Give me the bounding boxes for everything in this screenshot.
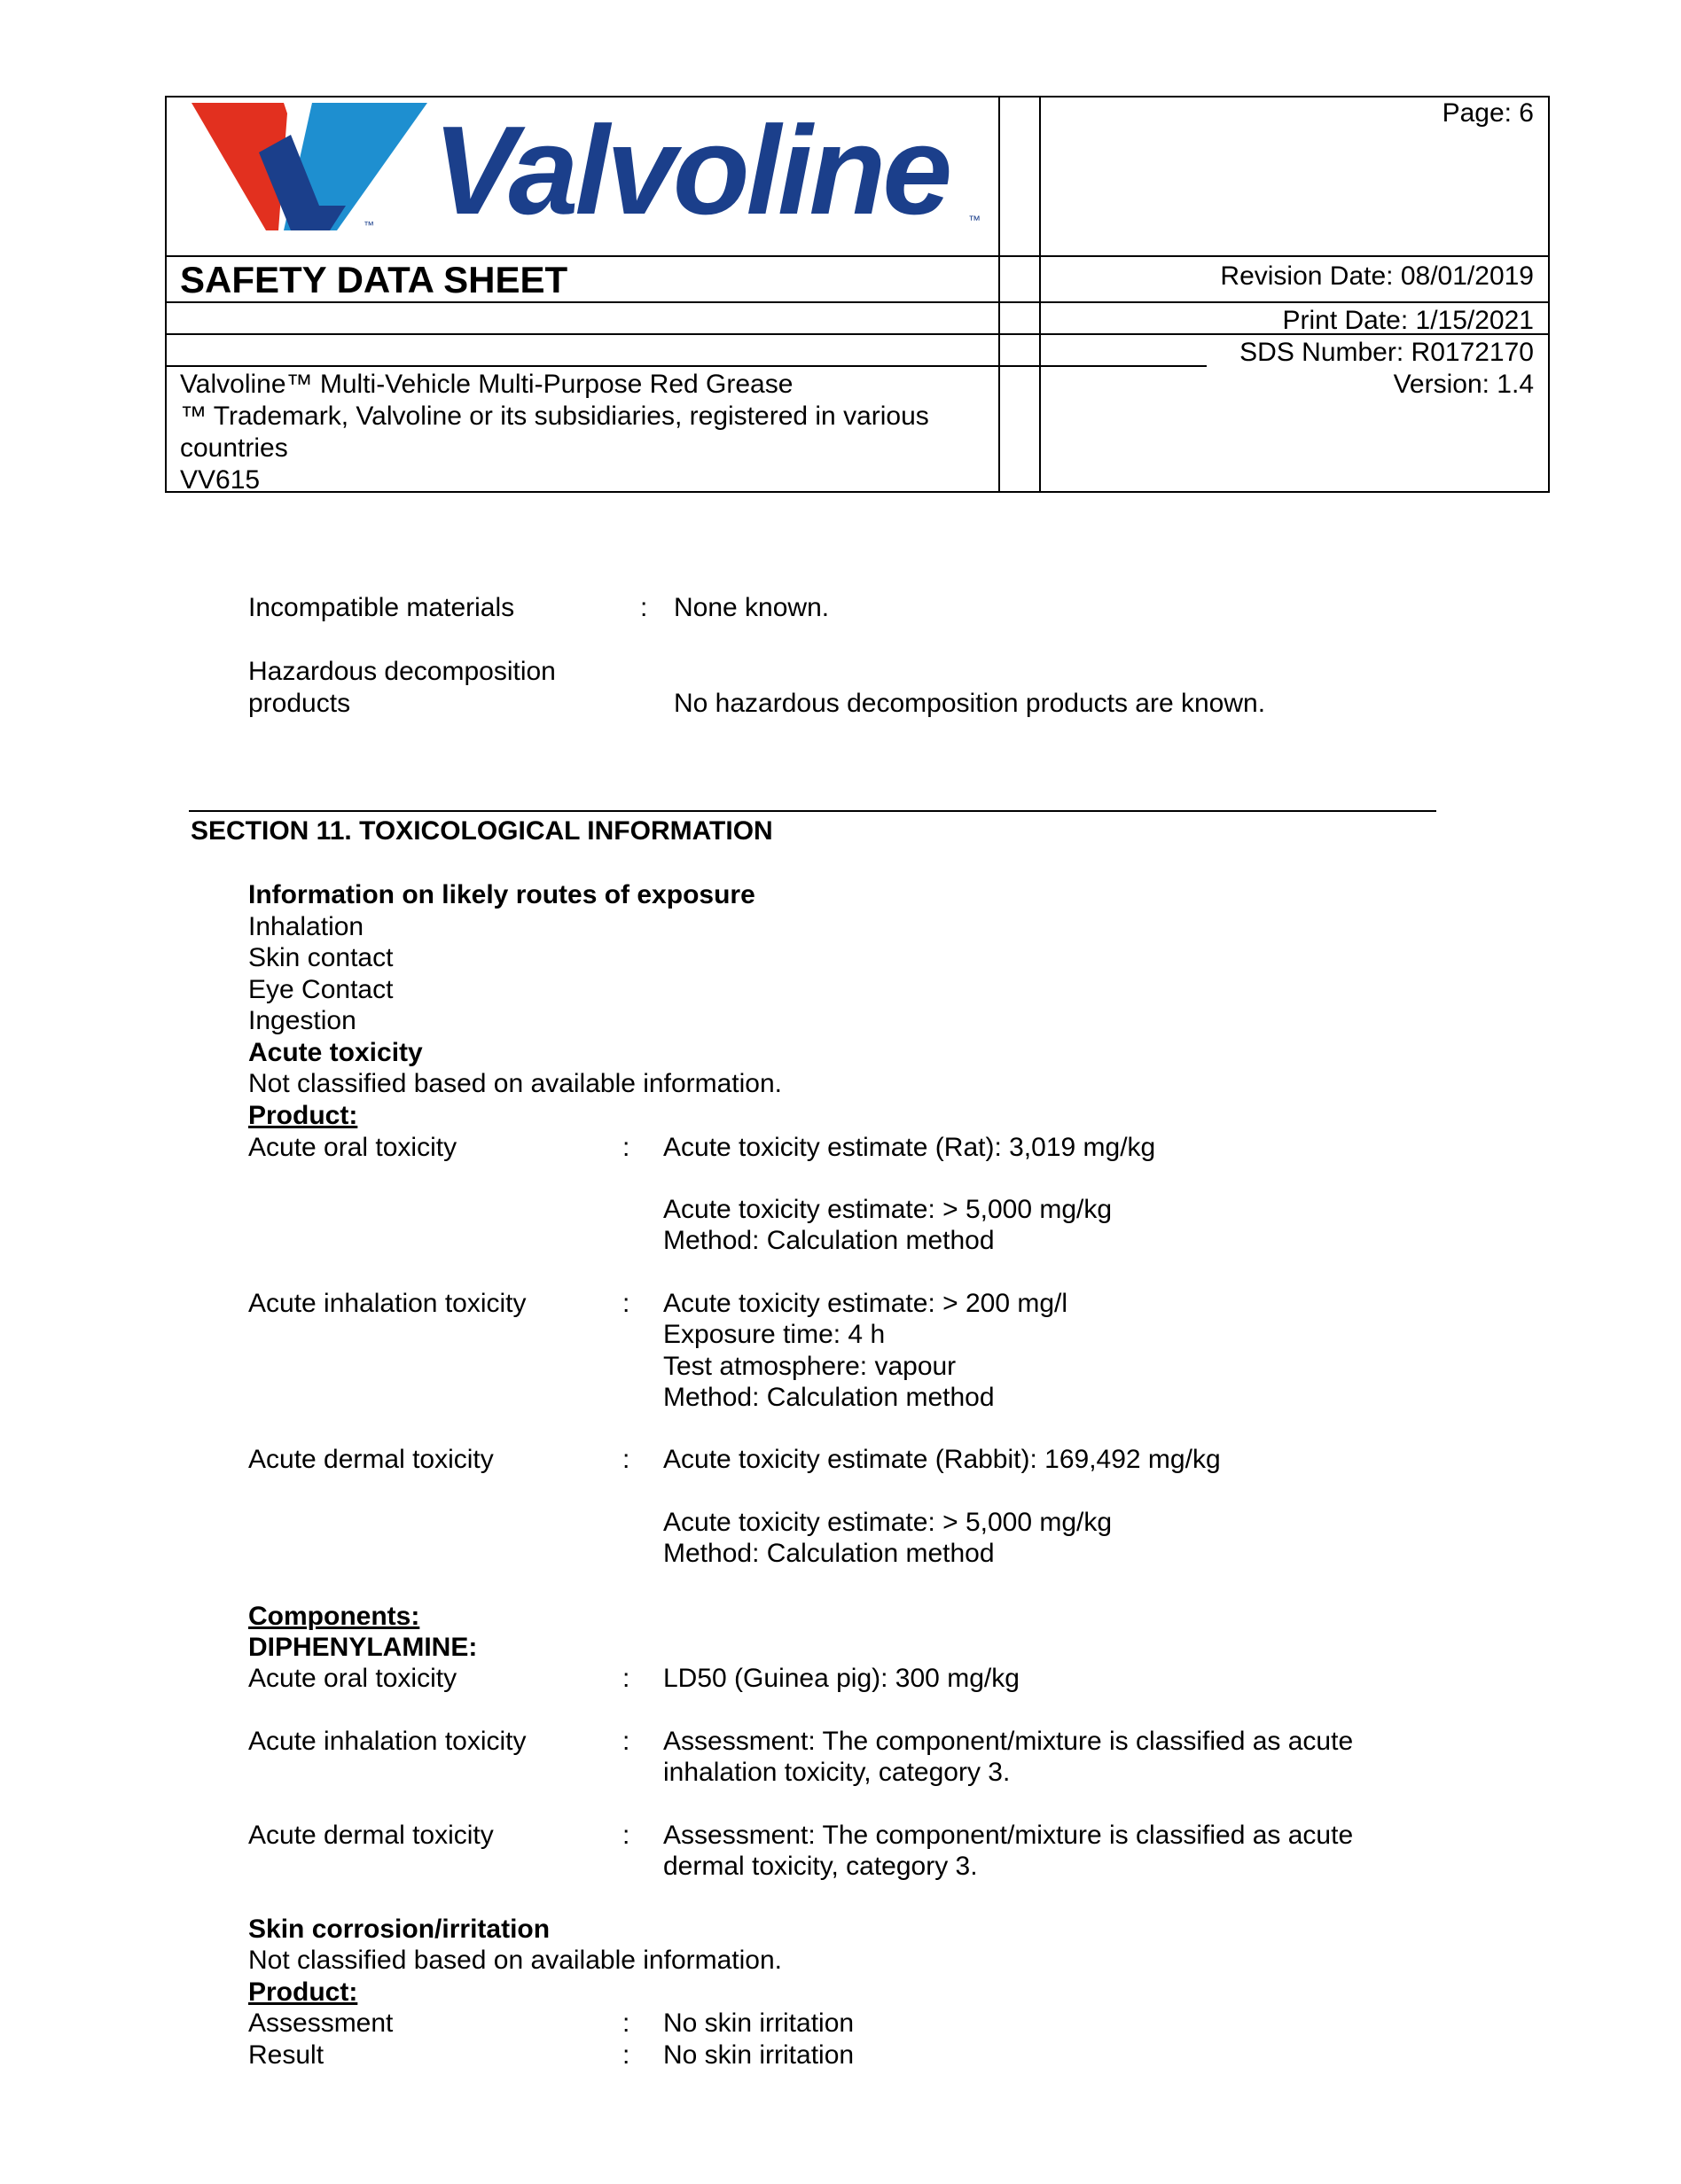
section-divider <box>189 810 1436 812</box>
acute-toxicity-heading: Acute toxicity <box>248 1038 423 1067</box>
colon: : <box>622 2040 630 2070</box>
value-line: Exposure time: 4 h <box>663 1320 886 1349</box>
colon: : <box>622 1289 630 1318</box>
value-line: Method: Calculation method <box>663 1539 995 1568</box>
product-code: VV615 <box>180 465 261 495</box>
hazardous-value: No hazardous decomposition products are known. <box>674 689 1266 718</box>
section-11-title: SECTION 11. TOXICOLOGICAL INFORMATION <box>191 816 773 846</box>
route-item: Ingestion <box>248 1006 356 1035</box>
logo-tm: ™ <box>968 213 981 227</box>
colon: : <box>622 2008 630 2038</box>
route-item: Skin contact <box>248 943 394 972</box>
skin-result-label: Result <box>248 2040 324 2070</box>
incompatible-label: Incompatible materials <box>248 593 515 622</box>
route-item: Eye Contact <box>248 975 394 1004</box>
page-number: Page: 6 <box>1442 98 1534 128</box>
hazardous-label: Hazardous decomposition <box>248 657 556 686</box>
value-line: Test atmosphere: vapour <box>663 1352 957 1381</box>
value-line: Method: Calculation method <box>663 1226 995 1255</box>
colon: : <box>640 593 648 622</box>
value-line: Acute toxicity estimate: > 200 mg/l <box>663 1289 1068 1318</box>
version: Version: 1.4 <box>1393 370 1534 399</box>
routes-heading: Information on likely routes of exposure <box>248 880 755 909</box>
svg-text:™: ™ <box>364 219 374 231</box>
value-line: inhalation toxicity, category 3. <box>663 1758 1011 1787</box>
value-line: Assessment: The component/mixture is classified as acute <box>663 1821 1354 1850</box>
value-line: Method: Calculation method <box>663 1383 995 1412</box>
revision-date: Revision Date: 08/01/2019 <box>1220 261 1534 291</box>
value-line: Assessment: The component/mixture is classified as acute <box>663 1727 1354 1756</box>
colon: : <box>622 1445 630 1474</box>
colon: : <box>622 1664 630 1693</box>
value-line: Acute toxicity estimate: > 5,000 mg/kg <box>663 1195 1113 1224</box>
component-name: DIPHENYLAMINE: <box>248 1633 478 1662</box>
colon: : <box>622 1727 630 1756</box>
colon: : <box>622 1821 630 1850</box>
skin-corrosion-heading: Skin corrosion/irritation <box>248 1915 551 1944</box>
skin-assessment-value: No skin irritation <box>663 2008 855 2038</box>
acute-dermal-label: Acute dermal toxicity <box>248 1821 494 1850</box>
product-label: Product: <box>248 1977 358 2007</box>
value-line: LD50 (Guinea pig): 300 mg/kg <box>663 1664 1020 1693</box>
acute-oral-label: Acute oral toxicity <box>248 1133 457 1162</box>
logo-wordmark: Valvoline <box>433 100 950 241</box>
value-line: Acute toxicity estimate (Rabbit): 169,492 mg/kg <box>663 1445 1221 1474</box>
acute-inhalation-label: Acute inhalation toxicity <box>248 1289 527 1318</box>
acute-dermal-label: Acute dermal toxicity <box>248 1445 494 1474</box>
hazardous-label-cont: products <box>248 689 351 718</box>
skin-assessment-label: Assessment <box>248 2008 394 2038</box>
trademark-note-cont: countries <box>180 433 288 463</box>
document-title: SAFETY DATA SHEET <box>180 259 568 300</box>
acute-toxicity-note: Not classified based on available information. <box>248 1069 783 1098</box>
print-date: Print Date: 1/15/2021 <box>1282 306 1534 335</box>
skin-result-value: No skin irritation <box>663 2040 855 2070</box>
skin-corrosion-note: Not classified based on available information. <box>248 1946 783 1975</box>
value-line: dermal toxicity, category 3. <box>663 1852 978 1881</box>
trademark-note: ™ Trademark, Valvoline or its subsidiaries, registered in various <box>180 402 929 431</box>
acute-inhalation-label: Acute inhalation toxicity <box>248 1727 527 1756</box>
acute-oral-label: Acute oral toxicity <box>248 1664 457 1693</box>
value-line: Acute toxicity estimate (Rat): 3,019 mg/kg <box>663 1133 1156 1162</box>
product-label: Product: <box>248 1101 358 1130</box>
product-name: Valvoline™ Multi-Vehicle Multi-Purpose Red Grease <box>180 370 794 399</box>
colon: : <box>622 1133 630 1162</box>
components-label: Components: <box>248 1602 420 1631</box>
route-item: Inhalation <box>248 912 364 941</box>
incompatible-value: None known. <box>674 593 830 622</box>
sds-number: SDS Number: R0172170 <box>1239 338 1534 367</box>
value-line: Acute toxicity estimate: > 5,000 mg/kg <box>663 1508 1113 1537</box>
